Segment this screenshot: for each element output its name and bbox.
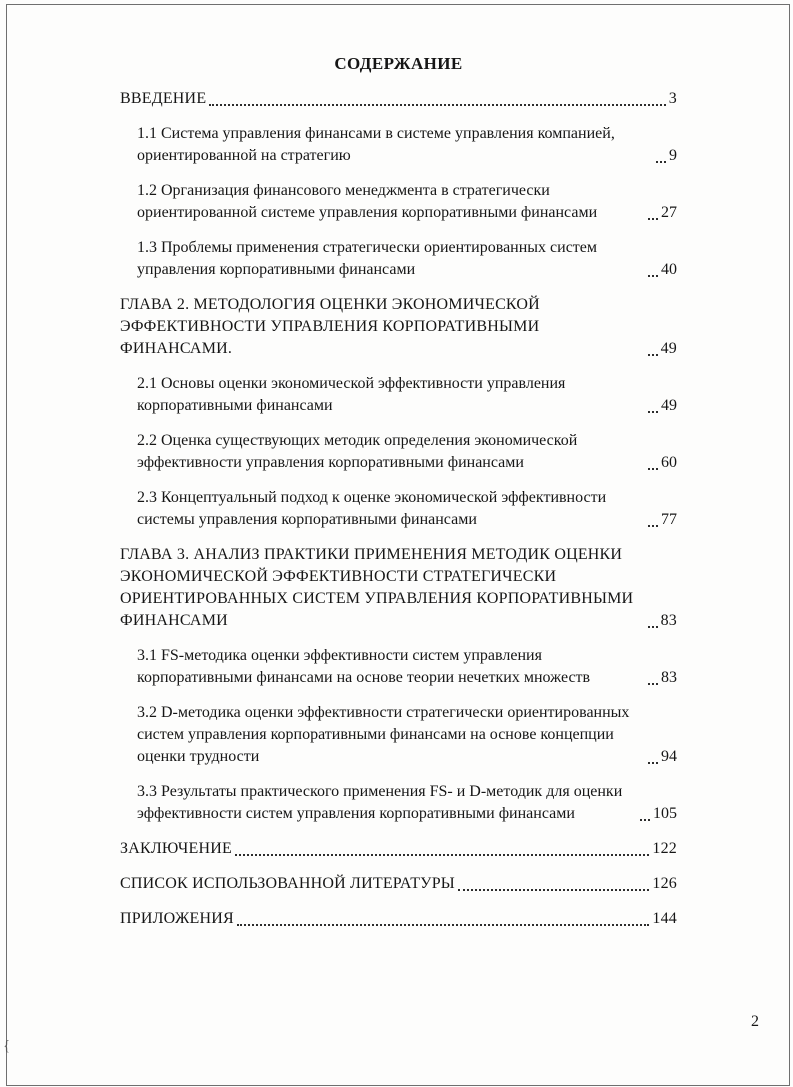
toc-entry	[120, 294, 677, 360]
toc-entry	[120, 544, 677, 632]
toc-entry-page: 60	[661, 454, 677, 471]
toc-entry-page: 144	[652, 910, 677, 927]
toc-entry-label: 2.1 Основы оценки экономической эффективности управления корпоративными финансами	[137, 375, 566, 414]
toc-leader-dots	[237, 924, 649, 926]
toc-entry	[120, 373, 677, 417]
toc-entry-label: 1.3 Проблемы применения стратегически ориентированных систем управления корпоративными финансами	[137, 239, 598, 278]
page-content	[120, 54, 677, 943]
toc-entry-label: ПРИЛОЖЕНИЯ	[120, 910, 234, 927]
toc-leader-dots	[648, 525, 658, 527]
toc-entry-page: 105	[653, 805, 677, 822]
toc-leader-dots	[656, 161, 666, 163]
toc-entry-label: 1.1 Система управления финансами в системе управления компанией, ориентированной на стратегию	[137, 125, 615, 164]
toc-entry-label: 2.3 Концептуальный подход к оценке экономической эффективности системы управления корпоративными финансами	[137, 489, 607, 528]
toc-entry-page: 83	[661, 669, 677, 686]
toc-entry-page: 3	[668, 90, 677, 107]
toc-entry-page: 83	[660, 612, 677, 629]
toc-entry-label: 3.1 FS-методика оценки эффективности систем управления корпоративными финансами на основе теории нечетких множеств	[137, 647, 591, 686]
toc-leader-dots	[648, 468, 658, 470]
toc-entry	[120, 781, 677, 825]
toc-entry-page: 122	[652, 840, 677, 857]
page-number: 2	[751, 1013, 759, 1030]
page-title: СОДЕРЖАНИЕ	[334, 54, 463, 73]
toc-leader-dots	[235, 854, 649, 856]
toc-entry-page: 27	[661, 204, 677, 221]
toc-entry-label: 2.2 Оценка существующих методик определения экономической эффективности управления корпоративными финансами	[137, 432, 578, 471]
toc-leader-dots	[648, 354, 658, 356]
toc-entry	[120, 123, 677, 167]
table-of-contents	[120, 88, 677, 930]
toc-entry-label: ГЛАВА 2. МЕТОДОЛОГИЯ ОЦЕНКИ ЭКОНОМИЧЕСКОЙ ЭФФЕКТИВНОСТИ УПРАВЛЕНИЯ КОРПОРАТИВНЫМИ ФИНАНСАМИ.	[120, 296, 540, 357]
toc-entry-label: СПИСОК ИСПОЛЬЗОВАННОЙ ЛИТЕРАТУРЫ	[120, 875, 455, 892]
toc-leader-dots	[648, 762, 658, 764]
toc-leader-dots	[648, 411, 658, 413]
toc-entry-label: ЗАКЛЮЧЕНИЕ	[120, 840, 232, 857]
toc-leader-dots	[648, 626, 658, 628]
toc-entry	[120, 838, 677, 860]
toc-entry-page: 40	[661, 261, 677, 278]
scan-artifact-mark: {	[3, 1038, 11, 1054]
toc-entry-label: ВВЕДЕНИЕ	[120, 90, 207, 107]
toc-entry-label: 3.3 Результаты практического применения FS- и D-методик для оценки эффективности систем управления корпоративными финансами	[137, 783, 623, 822]
toc-entry-page: 126	[652, 875, 677, 892]
toc-entry	[120, 908, 677, 930]
toc-entry-label: ГЛАВА 3. АНАЛИЗ ПРАКТИКИ ПРИМЕНЕНИЯ МЕТОДИК ОЦЕНКИ ЭКОНОМИЧЕСКОЙ ЭФФЕКТИВНОСТИ СТРАТЕГИЧЕСКИ ОРИЕНТИРОВАННЫХ СИСТЕМ УПРАВЛЕНИЯ КОРПОРАТИВНЫМИ ФИНАНСАМИ	[120, 546, 634, 629]
toc-entry-page: 94	[661, 748, 677, 765]
toc-leader-dots	[640, 819, 650, 821]
toc-leader-dots	[648, 218, 658, 220]
toc-leader-dots	[648, 683, 658, 685]
toc-entry	[120, 237, 677, 281]
toc-entry	[120, 645, 677, 689]
toc-entry-page: 9	[669, 147, 677, 164]
toc-entry-label: 3.2 D-методика оценки эффективности стратегически ориентированных систем управления корпоративными финансами на основе концепции оценки трудности	[137, 704, 630, 765]
toc-entry	[120, 180, 677, 224]
toc-entry	[120, 873, 677, 895]
toc-entry-page: 77	[661, 511, 677, 528]
toc-entry-page: 49	[661, 397, 677, 414]
toc-entry-label: 1.2 Организация финансового менеджмента в стратегически ориентированной системе управления корпоративными финансами	[137, 182, 598, 221]
toc-entry	[120, 88, 677, 110]
toc-leader-dots	[209, 104, 666, 106]
toc-entry-page: 49	[660, 340, 677, 357]
toc-leader-dots	[458, 889, 649, 891]
toc-entry	[120, 430, 677, 474]
toc-entry	[120, 487, 677, 531]
toc-entry	[120, 702, 677, 768]
toc-leader-dots	[648, 275, 658, 277]
